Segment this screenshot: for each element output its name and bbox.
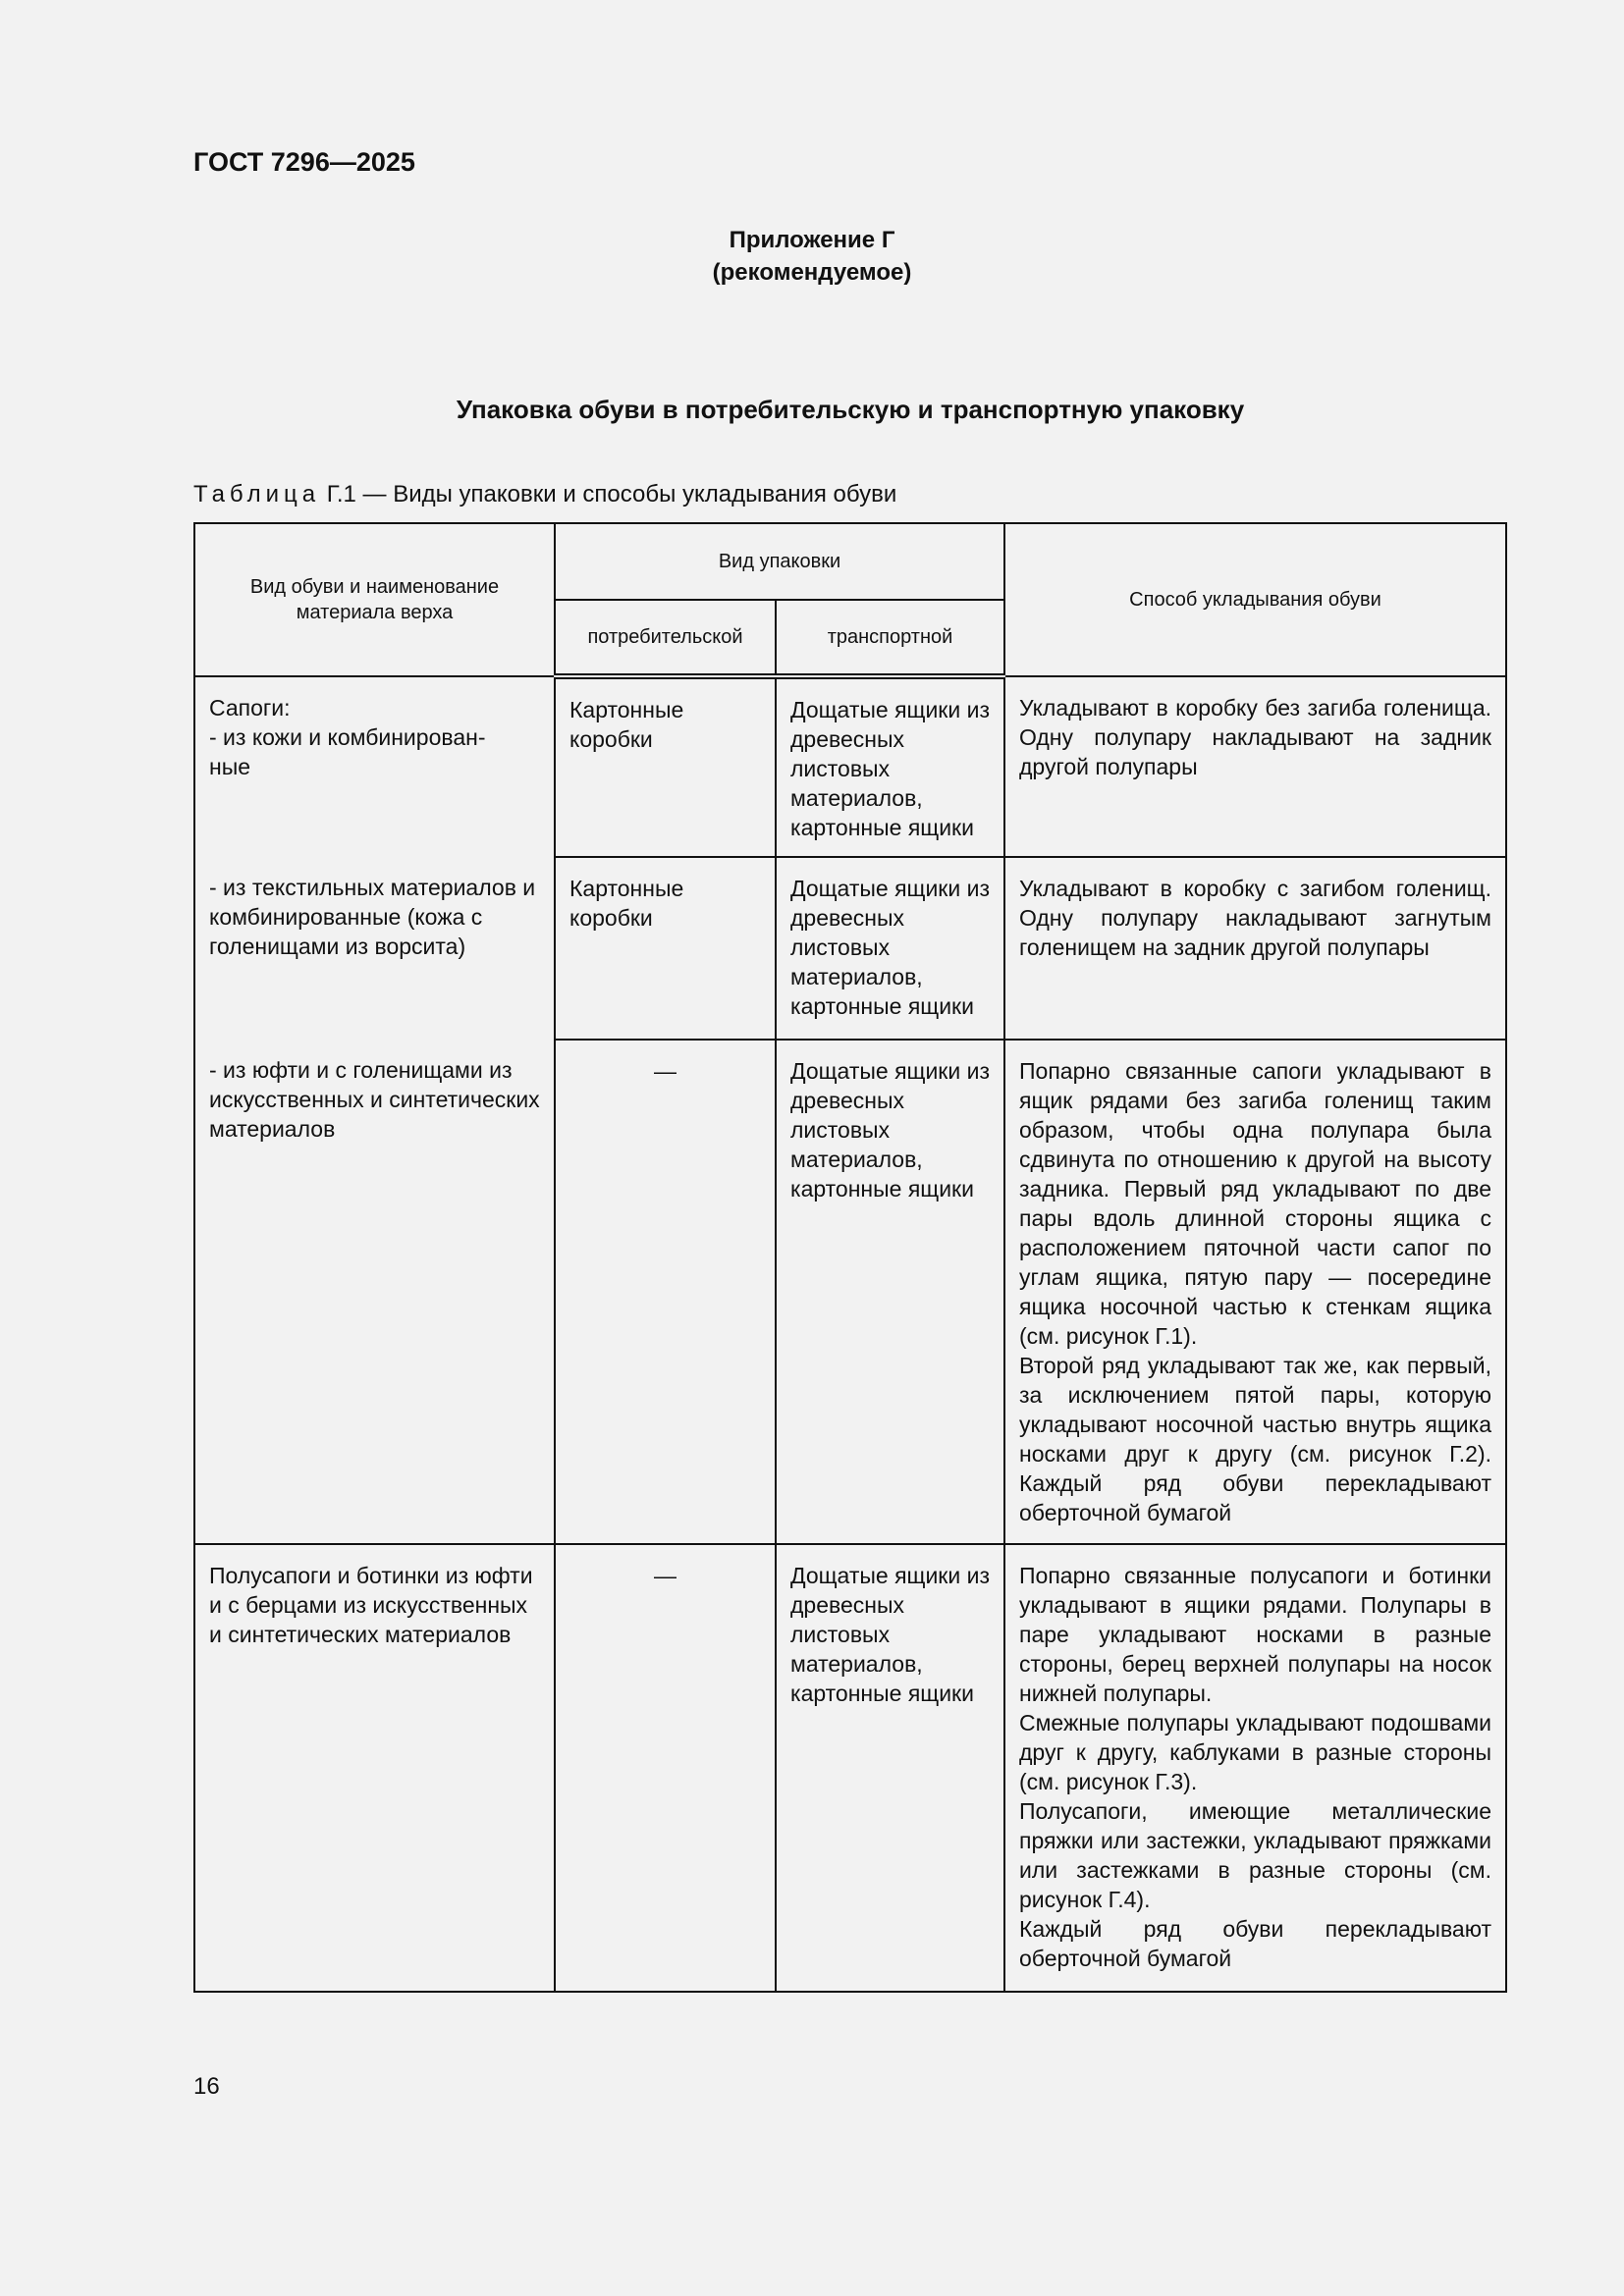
header-shoe-type: Вид обуви и наименование материала верха [194, 523, 555, 676]
table-row [194, 676, 1506, 857]
cell-consumer: Картонные коробки [555, 857, 776, 1040]
cell-transport: Дощатые ящики из древесных листовых материалов, картонные ящики [776, 857, 1004, 1040]
cell-transport: Дощатые ящики из древесных листовых материалов, картонные ящики [776, 1544, 1004, 1992]
cell-consumer: — [555, 1544, 776, 1992]
cell-method [1004, 676, 1506, 857]
cell-consumer: — [555, 1040, 776, 1544]
shoe-type-line: - из юфти и с голенищами из искусственных и синтетических материалов [209, 1057, 540, 1142]
cell-shoe-type [194, 676, 555, 857]
shoe-type-line: - из кожи и комбинирован- ные [209, 724, 486, 779]
method-paragraph: Второй ряд укладывают так же, как первый, за исключением пятой пары, которую укладывают носочной частью внутрь ящика носками друг к другу (см. рисунок Г.2). Каждый ряд обуви перекладывают оберточной бумагой [1019, 1353, 1491, 1525]
table-row [194, 1040, 1506, 1544]
shoe-type-line: Полусапоги и ботинки из юфти и с берцами из искусственных и синтетических материалов [209, 1563, 533, 1647]
shoe-type-line: - из текстильных материалов и комбинированные (кожа с голенищами из ворсита) [209, 875, 536, 959]
method-paragraph: Смежные полупары укладывают подошвами друг к другу, каблуками в разные стороны (см. рисунок Г.3). [1019, 1710, 1491, 1794]
method-paragraph: Укладывают в коробку с загибом голенищ. Одну полупару накладывают загнутым голенищем на задник другой полупары [1019, 876, 1491, 960]
cell-consumer: Картонные коробки [555, 676, 776, 857]
method-paragraph: Полусапоги, имеющие металлические пряжки или застежки, укладывают пряжками или застежками в разные стороны (см. рисунок Г.4). [1019, 1798, 1491, 1912]
table-row [194, 1544, 1506, 1992]
table-caption-prefix: Таблица [193, 481, 321, 507]
header-transport: транспортной [776, 600, 1004, 676]
cell-method [1004, 857, 1506, 1040]
cell-shoe-type [194, 1544, 555, 1992]
method-paragraph: Укладывают в коробку без загиба голенища. Одну полупару накладывают на задник другой полупары [1019, 695, 1491, 779]
page-number: 16 [193, 2073, 220, 2100]
method-paragraph: Попарно связанные полусапоги и ботинки укладывают в ящики рядами. Полупары в паре укладывают носками в разные стороны, берец верхней полупары на носок нижней полупары. [1019, 1563, 1491, 1706]
cell-shoe-type [194, 857, 555, 1040]
main-title: Упаковка обуви в потребительскую и транспортную упаковку [456, 395, 1245, 424]
cell-method [1004, 1544, 1506, 1992]
shoe-type-line: Сапоги: [209, 695, 291, 721]
appendix-title: Приложение Г [729, 227, 895, 253]
cell-transport: Дощатые ящики из древесных листовых материалов, картонные ящики [776, 1040, 1004, 1544]
method-paragraph: Попарно связанные сапоги укладывают в ящик рядами без загиба голенищ таким образом, чтобы одна полупара была сдвинута по отношению к другой на высоту задника. Первый ряд укладывают по две пары вдоль длинной стороны ящика с расположением пяточной части сапог по углам ящика, пятую пару — посередине ящика носочной частью к стенкам ящика (см. рисунок Г.1). [1019, 1058, 1491, 1349]
packaging-table [193, 522, 1507, 1993]
method-paragraph: Каждый ряд обуви перекладывают оберточной бумагой [1019, 1916, 1491, 1971]
cell-transport: Дощатые ящики из древесных листовых материалов, картонные ящики [776, 676, 1004, 857]
cell-method [1004, 1040, 1506, 1544]
header-packaging-type: Вид упаковки [555, 523, 1004, 600]
cell-shoe-type [194, 1040, 555, 1544]
table-caption-text: Г.1 — Виды упаковки и способы укладывания обуви [320, 481, 897, 507]
header-consumer: потребительской [555, 600, 776, 676]
appendix-status: (рекомендуемое) [712, 259, 912, 286]
appendix-heading [0, 224, 1624, 289]
header-method: Способ укладывания обуви [1004, 523, 1506, 676]
table-row [194, 857, 1506, 1040]
document-id: ГОСТ 7296—2025 [193, 147, 415, 177]
table-caption [193, 481, 896, 508]
